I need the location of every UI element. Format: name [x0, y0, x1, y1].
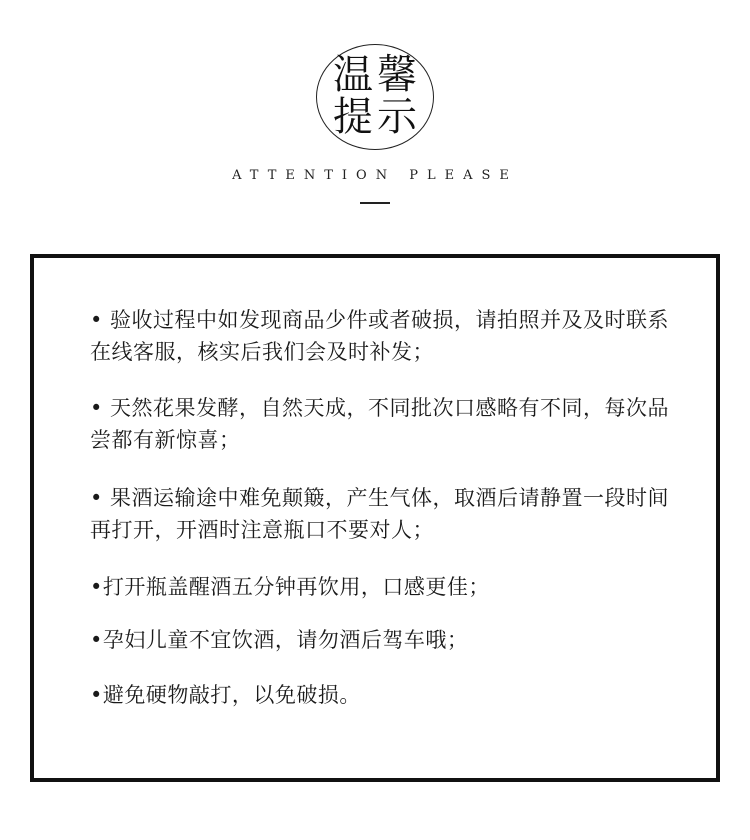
notice-item: • 果酒运输途中难免颠簸，产生气体，取酒后请静置一段时间再打开，开酒时注意瓶口不要对人； — [90, 486, 670, 542]
seal-char: 馨 — [377, 52, 417, 98]
notice-item: • 验收过程中如发现商品少件或者破损，请拍照并及及时联系在线客服，核实后我们会及时补发； — [90, 308, 670, 364]
notice-item: • 天然花果发酵，自然天成，不同批次口感略有不同，每次品尝都有新惊喜； — [90, 396, 670, 452]
subtitle: ATTENTION PLEASE — [232, 168, 518, 183]
divider — [360, 202, 390, 204]
seal-char: 示 — [377, 94, 417, 140]
notice-item: •避免硬物敲打，以免破损。 — [90, 683, 361, 707]
seal-char: 提 — [333, 94, 373, 140]
title-seal — [316, 44, 434, 150]
header — [0, 0, 750, 230]
notice-box — [30, 254, 720, 782]
notice-item: •孕妇儿童不宜饮酒，请勿酒后驾车哦； — [90, 628, 469, 652]
seal-char: 温 — [333, 52, 373, 98]
notice-item: •打开瓶盖醒酒五分钟再饮用，口感更佳； — [90, 575, 490, 599]
